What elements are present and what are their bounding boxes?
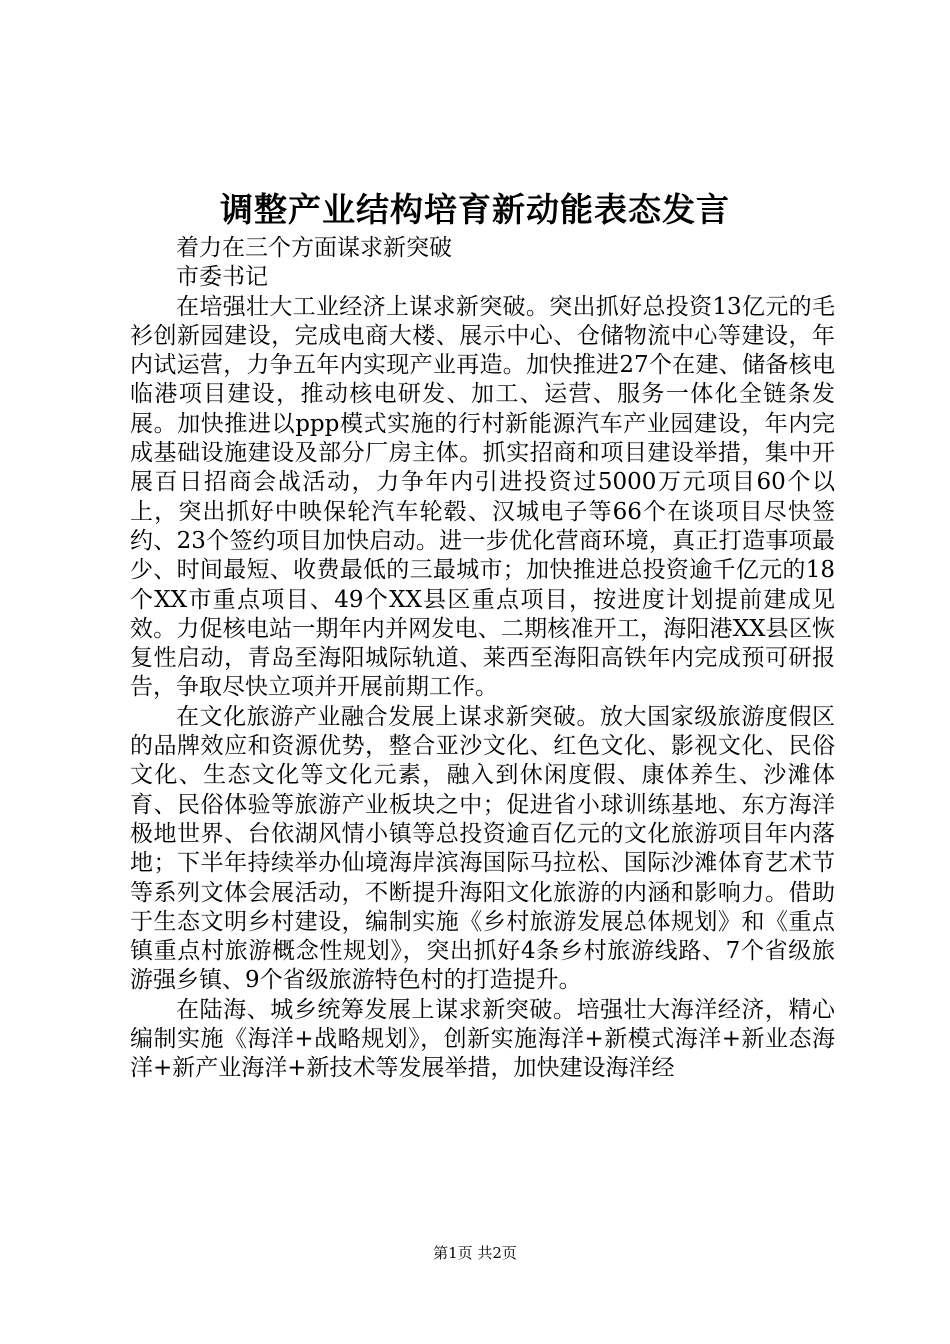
document-title: 调整产业结构培育新动能表态发言: [220, 190, 730, 229]
document-body: [130, 234, 835, 1084]
paragraph: 在陆海、城乡统筹发展上谋求新突破。培强壮大海洋经济，精心编制实施《海洋+战略规划》，创新实施海洋+新模式海洋+新业态海洋+新产业海洋+新技术等发展举措，加快建设海洋经: [130, 996, 835, 1082]
paragraph: 在培强壮大工业经济上谋求新突破。突出抓好总投资13亿元的毛衫创新园建设，完成电商大楼、展示中心、仓储物流中心等建设，年内试运营，力争五年内实现产业再造。加快推进27个在建、储备核电临港项目建设，推动核电研发、加工、运营、服务一体化全链条发展。加快推进以ppp模式实施的行村新能源汽车产业园建设，年内完成基础设施建设及部分厂房主体。抓实招商和项目建设举措，集中开展百日招商会战活动，力争年内引进投资过5000万元项目60个以上，突出抓好中映保轮汽车轮毂、汉城电子等66个在谈项目尽快签约、23个签约项目加快启动。进一步优化营商环境，真正打造事项最少、时间最短、收费最低的三最城市；加快推进总投资逾千亿元的18个XX市重点项目、49个XX县区重点项目，按进度计划提前建成见效。力促核电站一期年内并网发电、二期核准开工，海阳港XX县区恢复性启动，青岛至海阳城际轨道、莱西至海阳高铁年内完成预可研报告，争取尽快立项并开展前期工作。: [130, 293, 835, 701]
document-subtitle: 着力在三个方面谋求新突破: [176, 235, 452, 261]
page-number: 第1页 共2页: [433, 1244, 517, 1262]
paragraph: 在文化旅游产业融合发展上谋求新突破。放大国家级旅游度假区的品牌效应和资源优势，整合亚沙文化、红色文化、影视文化、民俗文化、生态文化等文化元素，融入到休闲度假、康体养生、沙滩体育、民俗体验等旅游产业板块之中；促进省小球训练基地、东方海洋极地世界、台依湖风情小镇等总投资逾百亿元的文化旅游项目年内落地；下半年持续举办仙境海岸滨海国际马拉松、国际沙滩体育艺术节等系列文体会展活动，不断提升海阳文化旅游的内涵和影响力。借助于生态文明乡村建设，编制实施《乡村旅游发展总体规划》和《重点镇重点村旅游概念性规划》，突出抓好4条乡村旅游线路、7个省级旅游强乡镇、9个省级旅游特色村的打造提升。: [130, 703, 835, 994]
document-author: 市委书记: [176, 264, 268, 291]
